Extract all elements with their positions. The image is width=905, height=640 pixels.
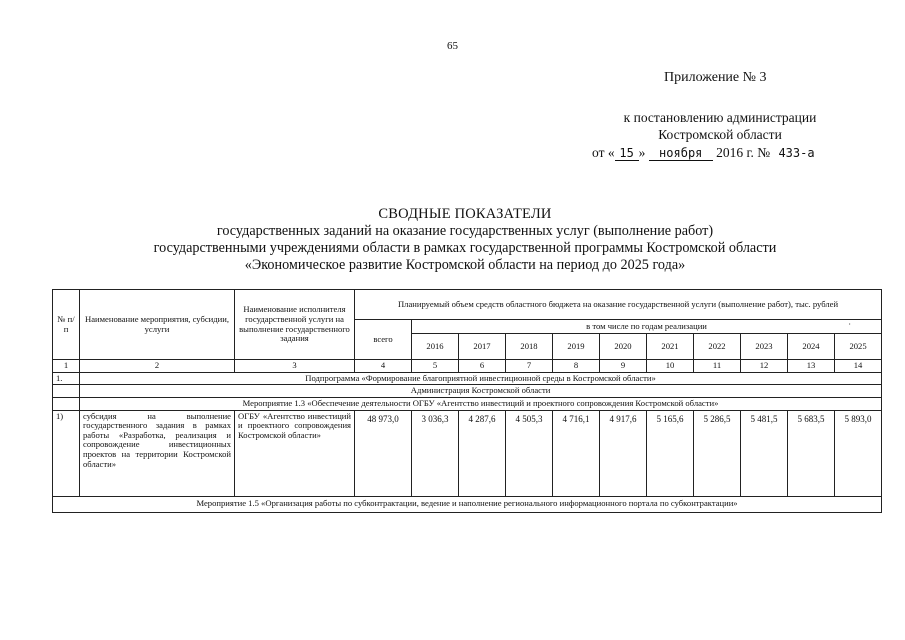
column-number: 13 [788, 360, 835, 373]
row-value-2019: 4 716,1 [553, 410, 600, 496]
header-year: 2016 [412, 334, 459, 360]
row-value-2020: 4 917,6 [600, 410, 647, 496]
header-year: 2022 [694, 334, 741, 360]
column-number: 10 [647, 360, 694, 373]
row-value-2022: 5 286,5 [694, 410, 741, 496]
subprogram-title: Подпрограмма «Формирование благоприятной инвестиционной среды в Костромской области» [80, 372, 882, 385]
decree-year: 2016 г. № [716, 145, 771, 160]
section-number: 1. [53, 372, 80, 385]
row-value-2024: 5 683,5 [788, 410, 835, 496]
column-number: 2 [80, 360, 235, 373]
column-number: 6 [459, 360, 506, 373]
row-value-2018: 4 505,3 [506, 410, 553, 496]
row-value-2016: 3 036,3 [412, 410, 459, 496]
decree-day: 15 [615, 146, 639, 161]
row-executor: ОГБУ «Агентство инвестиций и проектного сопровождения Костромской области» [235, 410, 355, 496]
row-number: 1) [53, 410, 80, 496]
document-subtitle-3: «Экономическое развитие Костромской области на период до 2025 года» [244, 257, 686, 273]
row-total: 48 973,0 [355, 410, 412, 496]
decree-mid: » [638, 145, 646, 160]
header-year: 2020 [600, 334, 647, 360]
document-subtitle-1: государственных заданий на оказание государственных услуг (выполнение работ) [216, 223, 714, 239]
decree-number: 433-а [778, 146, 815, 160]
header-planned: Планируемый объем средств областного бюджета на оказание государственной услуги (выполнение работ), тыс. рублей [355, 290, 882, 320]
measure-1-5-title: Мероприятие 1.5 «Организация работы по субконтрактации, ведение и наполнение регионального информационного портала по субконтрактации» [53, 496, 882, 512]
indicators-table [52, 289, 882, 513]
appendix-label: Приложение № 3 [664, 70, 767, 85]
measure-1-3-title: Мероприятие 1.3 «Обеспечение деятельности ОГБУ «Агентство инвестиций и проектного сопровождения Костромской области» [80, 397, 882, 410]
header-year: 2018 [506, 334, 553, 360]
row-value-2021: 5 165,6 [647, 410, 694, 496]
header-by-years-label: в том числе по годам реализации [586, 320, 707, 331]
document-subtitle-2: государственными учреждениями области в рамках государственной программы Костромской области [153, 240, 777, 256]
column-number: 11 [694, 360, 741, 373]
column-number: 12 [741, 360, 788, 373]
column-number: 3 [235, 360, 355, 373]
decree-line-2: Костромской области [658, 127, 782, 142]
header-year: 2017 [459, 334, 506, 360]
row-value-2025: 5 893,0 [835, 410, 882, 496]
decree-prefix: от « [592, 145, 615, 160]
empty-cell [53, 385, 80, 398]
page-number: 65 [447, 40, 458, 52]
header-executor: Наименование исполнителя государственной услуги на выполнение государственного задания [235, 290, 355, 360]
row-name: субсидия на выполнение государственного задания в рамках работы «Разработка, реализация и сопровождение инвестиционных проектов на территории Костромской области» [80, 410, 235, 496]
column-number: 7 [506, 360, 553, 373]
column-number: 14 [835, 360, 882, 373]
column-number: 8 [553, 360, 600, 373]
decree-line-1: к постановлению администрации [623, 110, 817, 125]
row-value-2023: 5 481,5 [741, 410, 788, 496]
column-number: 5 [412, 360, 459, 373]
header-by-years [412, 320, 882, 334]
header-year: 2019 [553, 334, 600, 360]
column-number: 9 [600, 360, 647, 373]
column-number: 1 [53, 360, 80, 373]
header-year: 2024 [788, 334, 835, 360]
header-year: 2025 [835, 334, 882, 360]
decree-month: ноября [649, 146, 713, 161]
header-total: всего [355, 320, 412, 360]
column-number: 4 [355, 360, 412, 373]
header-year: 2021 [647, 334, 694, 360]
header-mark: · [848, 319, 852, 329]
header-name: Наименование мероприятия, субсидии, услуги [80, 290, 235, 360]
document-title: СВОДНЫЕ ПОКАЗАТЕЛИ [378, 206, 552, 222]
header-num: № п/п [53, 290, 80, 360]
empty-cell [53, 397, 80, 410]
header-year: 2023 [741, 334, 788, 360]
row-value-2017: 4 287,6 [459, 410, 506, 496]
decree-date-line [592, 145, 820, 161]
administration-title: Администрация Костромской области [80, 385, 882, 398]
